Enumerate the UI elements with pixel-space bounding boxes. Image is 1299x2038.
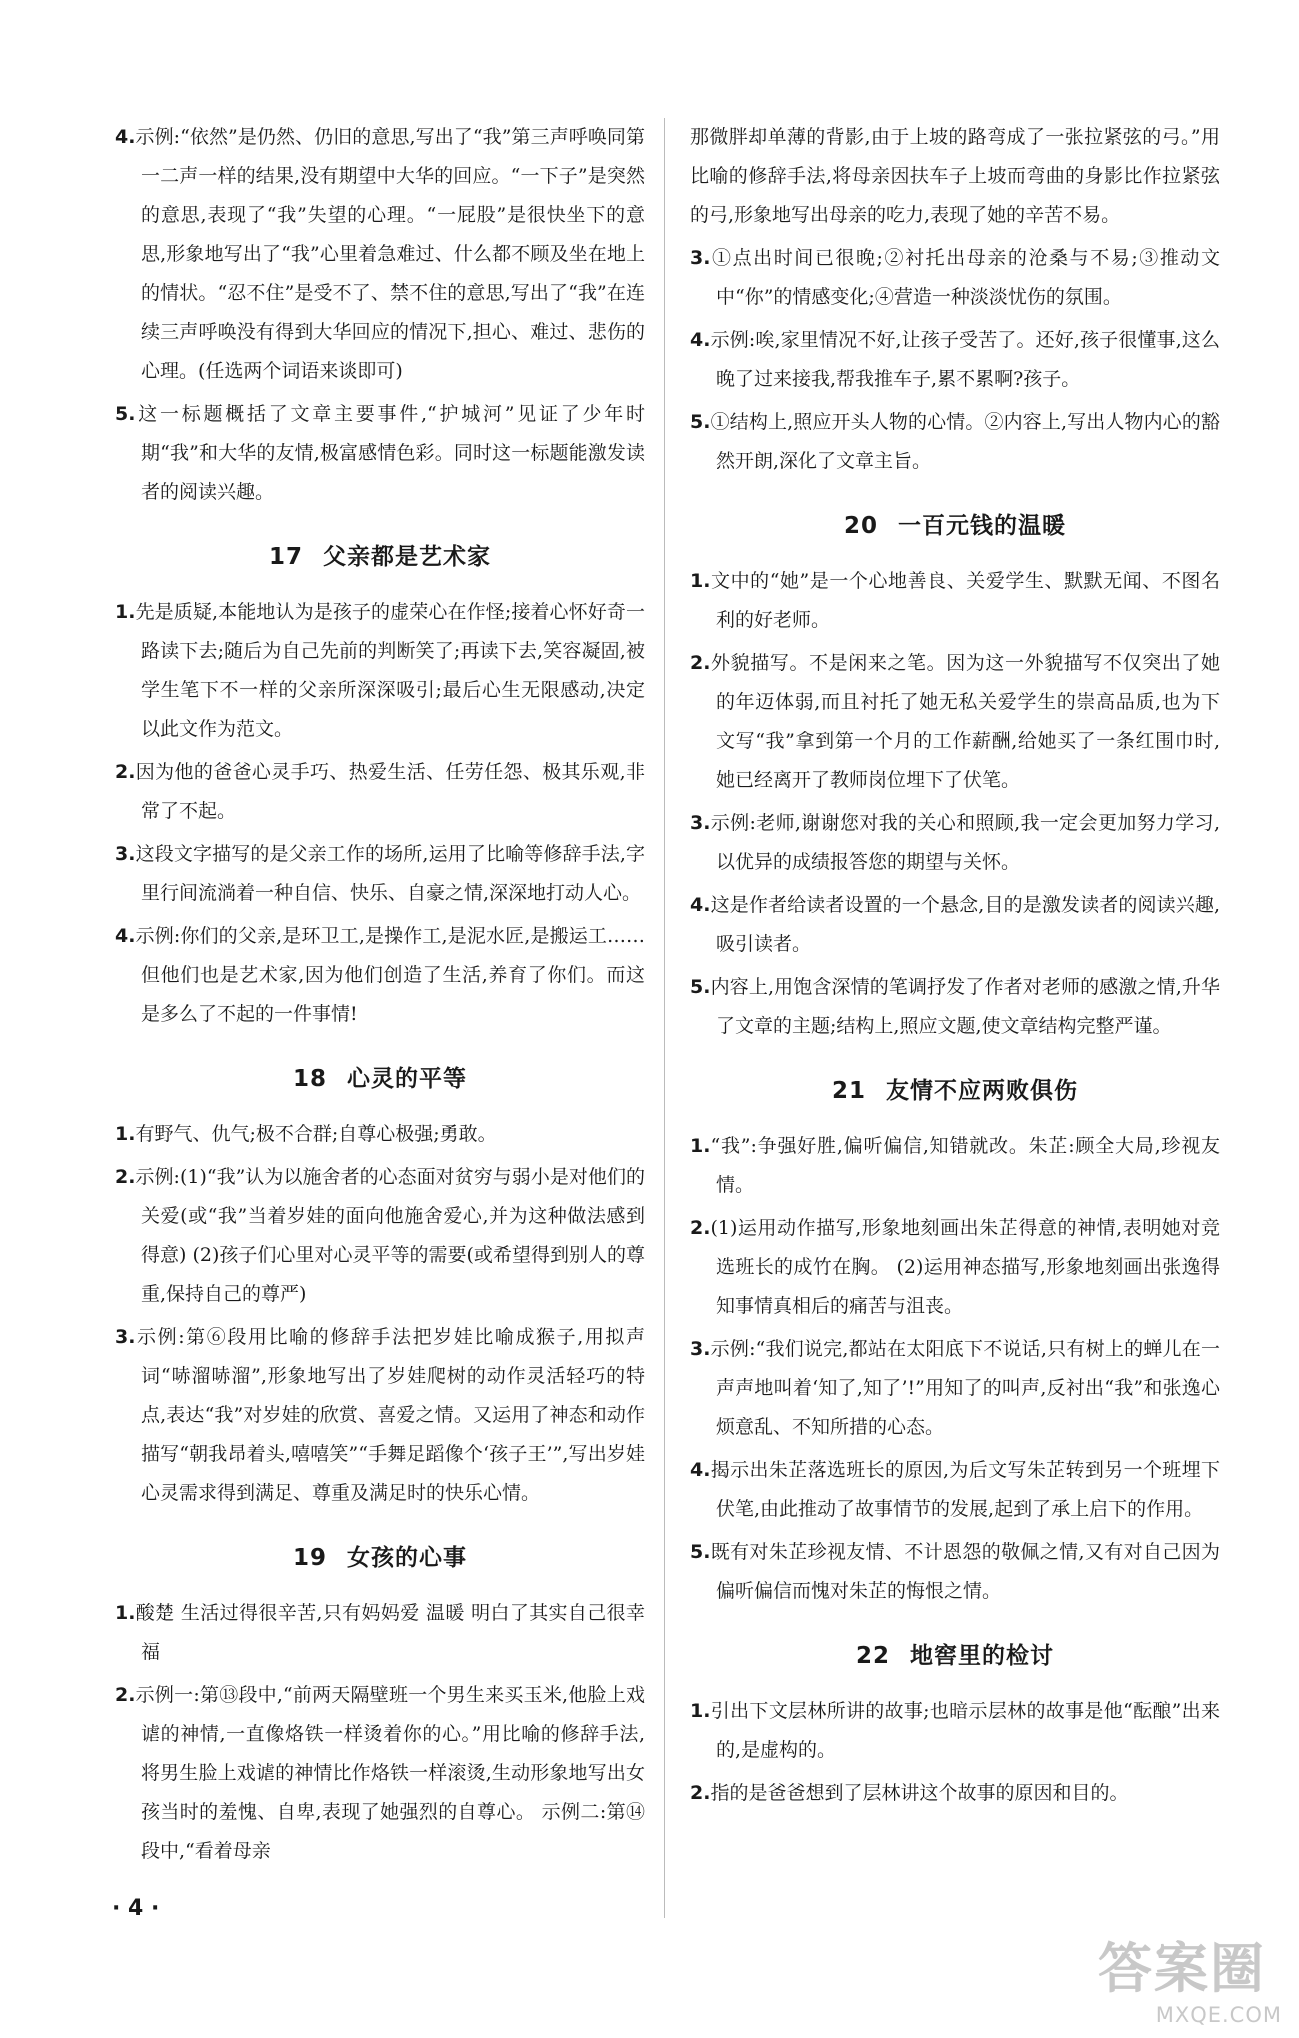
left-column bbox=[115, 118, 645, 1875]
answer-text: 示例:你们的父亲,是环卫工,是操作工,是泥水匠,是搬运工……但他们也是艺术家,因为他们创造了生活,养育了你们。而这是多么了不起的一件事情! bbox=[135, 925, 645, 1025]
answer-number: 1. bbox=[690, 570, 711, 592]
answer-item bbox=[115, 835, 645, 913]
answer-item bbox=[690, 1533, 1220, 1611]
answer-text: ①点出时间已很晚;②衬托出母亲的沧桑与不易;③推动文中“你”的情感变化;④营造一种淡淡忧伤的氛围。 bbox=[710, 247, 1220, 308]
answer-text: 示例:“我们说完,都站在太阳底下不说话,只有树上的蝉儿在一声声地叫着‘知了,知了’!”用知了的叫声,反衬出“我”和张逸心烦意乱、不知所措的心态。 bbox=[710, 1338, 1220, 1438]
answer-text: 那微胖却单薄的背影,由于上坡的路弯成了一张拉紧弦的弓。”用比喻的修辞手法,将母亲因扶车子上坡而弯曲的身影比作拉紧弦的弓,形象地写出母亲的吃力,表现了她的辛苦不易。 bbox=[690, 126, 1220, 226]
answer-number: 2. bbox=[115, 761, 136, 783]
section-number: 18 bbox=[292, 1066, 327, 1092]
answer-number: 5. bbox=[690, 411, 711, 433]
answer-text: 这是作者给读者设置的一个悬念,目的是激发读者的阅读兴趣,吸引读者。 bbox=[710, 894, 1220, 955]
answer-text: 示例:老师,谢谢您对我的关心和照顾,我一定会更加努力学习,以优异的成绩报答您的期望与关怀。 bbox=[710, 812, 1220, 873]
answer-item bbox=[115, 917, 645, 1034]
answer-item bbox=[115, 395, 645, 512]
section-number: 22 bbox=[855, 1643, 890, 1669]
answer-number: 3. bbox=[690, 247, 711, 269]
answer-number: 2. bbox=[115, 1166, 136, 1188]
answer-text: 这一标题概括了文章主要事件,“护城河”见证了少年时期“我”和大华的友情,极富感情色彩。同时这一标题能激发读者的阅读兴趣。 bbox=[135, 403, 645, 503]
answer-item bbox=[115, 118, 645, 391]
watermark-logo bbox=[1098, 1926, 1288, 2026]
section-number: 17 bbox=[268, 544, 303, 570]
answer-number: 5. bbox=[115, 403, 136, 425]
answer-item bbox=[690, 804, 1220, 882]
answer-text: 文中的“她”是一个心地善良、关爱学生、默默无闻、不图名利的好老师。 bbox=[710, 570, 1220, 631]
answer-number: 5. bbox=[690, 1541, 711, 1563]
answer-text: 指的是爸爸想到了层林讲这个故事的原因和目的。 bbox=[710, 1782, 1129, 1804]
section-title: 友情不应两败俱伤 bbox=[886, 1078, 1078, 1104]
section-number: 21 bbox=[831, 1078, 866, 1104]
section-heading bbox=[115, 1060, 645, 1093]
section-title: 一百元钱的温暖 bbox=[898, 513, 1066, 539]
answer-text: “我”:争强好胜,偏听偏信,知错就改。朱芷:顾全大局,珍视友情。 bbox=[710, 1135, 1220, 1196]
answer-number: 1. bbox=[115, 1602, 136, 1624]
watermark-main-text: 答案圈 bbox=[1098, 1937, 1266, 2000]
answer-text: 有野气、仇气;极不合群;自尊心极强;勇敢。 bbox=[135, 1123, 497, 1145]
page-number: · 4 · bbox=[112, 1896, 160, 1921]
answer-number: 5. bbox=[690, 976, 711, 998]
answer-item bbox=[115, 593, 645, 749]
answer-item bbox=[690, 118, 1220, 235]
answer-text: 这段文字描写的是父亲工作的场所,运用了比喻等修辞手法,字里行间流淌着一种自信、快乐、自豪之情,深深地打动人心。 bbox=[135, 843, 645, 904]
watermark-sub-text: MXQE.COM bbox=[1155, 2003, 1282, 2027]
answer-text: 引出下文层林所讲的故事;也暗示层林的故事是他“酝酿”出来的,是虚构的。 bbox=[710, 1700, 1220, 1761]
section-heading bbox=[690, 1637, 1220, 1670]
answer-item bbox=[690, 1774, 1220, 1813]
answer-item bbox=[690, 886, 1220, 964]
section-title: 地窖里的检讨 bbox=[910, 1643, 1054, 1669]
answer-text: 因为他的爸爸心灵手巧、热爱生活、任劳任怨、极其乐观,非常了不起。 bbox=[135, 761, 645, 822]
answer-item bbox=[690, 239, 1220, 317]
section-heading bbox=[690, 507, 1220, 540]
answer-item bbox=[690, 1127, 1220, 1205]
answer-text: 既有对朱芷珍视友情、不计恩怨的敬佩之情,又有对自己因为偏听偏信而愧对朱芷的悔恨之情。 bbox=[710, 1541, 1220, 1602]
answer-item bbox=[690, 1692, 1220, 1770]
answer-number: 1. bbox=[115, 601, 136, 623]
right-column bbox=[690, 118, 1220, 1817]
section-heading bbox=[115, 1539, 645, 1572]
answer-text: 内容上,用饱含深情的笔调抒发了作者对老师的感激之情,升华了文章的主题;结构上,照应文题,使文章结构完整严谨。 bbox=[710, 976, 1220, 1037]
answer-number: 1. bbox=[690, 1135, 711, 1157]
answer-item bbox=[115, 1594, 645, 1672]
answer-item bbox=[115, 1318, 645, 1513]
answer-number: 3. bbox=[115, 843, 136, 865]
answer-item bbox=[690, 562, 1220, 640]
answer-item bbox=[690, 1330, 1220, 1447]
section-heading bbox=[690, 1072, 1220, 1105]
answer-number: 2. bbox=[690, 1217, 711, 1239]
answer-text: 揭示出朱芷落选班长的原因,为后文写朱芷转到另一个班埋下伏笔,由此推动了故事情节的发展,起到了承上启下的作用。 bbox=[710, 1459, 1220, 1520]
answer-number: 4. bbox=[690, 1459, 711, 1481]
answer-item bbox=[690, 644, 1220, 800]
section-title: 女孩的心事 bbox=[347, 1545, 467, 1571]
answer-item bbox=[690, 1451, 1220, 1529]
answer-number: 1. bbox=[115, 1123, 136, 1145]
answer-number: 1. bbox=[690, 1700, 711, 1722]
column-divider bbox=[664, 118, 665, 1918]
section-title: 父亲都是艺术家 bbox=[323, 544, 491, 570]
answer-number: 2. bbox=[690, 1782, 711, 1804]
answer-text: (1)运用动作描写,形象地刻画出朱芷得意的神情,表明她对竞选班长的成竹在胸。 (2)运用神态描写,形象地刻画出张逸得知事情真相后的痛苦与沮丧。 bbox=[710, 1217, 1220, 1317]
answer-number: 2. bbox=[690, 652, 711, 674]
answer-item bbox=[690, 1209, 1220, 1326]
answer-number: 2. bbox=[115, 1684, 136, 1706]
answer-item bbox=[115, 1115, 645, 1154]
answer-text: ①结构上,照应开头人物的心情。②内容上,写出人物内心的豁然开朗,深化了文章主旨。 bbox=[710, 411, 1220, 472]
answer-number: 3. bbox=[115, 1326, 136, 1348]
answer-number: 4. bbox=[690, 329, 711, 351]
answer-text: 酸楚 生活过得很辛苦,只有妈妈爱 温暖 明白了其实自己很幸福 bbox=[135, 1602, 645, 1663]
answer-text: 示例:(1)“我”认为以施舍者的心态面对贫穷与弱小是对他们的关爱(或“我”当着岁娃的面向他施舍爱心,并为这种做法感到得意) (2)孩子们心里对心灵平等的需要(或希望得到别人的尊重,保持自己的尊严) bbox=[135, 1166, 645, 1305]
section-heading bbox=[115, 538, 645, 571]
answer-number: 4. bbox=[115, 126, 136, 148]
answer-number: 3. bbox=[690, 812, 711, 834]
answer-item bbox=[690, 321, 1220, 399]
section-title: 心灵的平等 bbox=[347, 1066, 467, 1092]
section-number: 20 bbox=[843, 513, 878, 539]
answer-text: 示例:唉,家里情况不好,让孩子受苦了。还好,孩子很懂事,这么晚了过来接我,帮我推车子,累不累啊?孩子。 bbox=[710, 329, 1220, 390]
answer-text: 先是质疑,本能地认为是孩子的虚荣心在作怪;接着心怀好奇一路读下去;随后为自己先前的判断笑了;再读下去,笑容凝固,被学生笔下不一样的父亲所深深吸引;最后心生无限感动,决定以此文作为范文。 bbox=[135, 601, 645, 740]
answer-text: 示例:“依然”是仍然、仍旧的意思,写出了“我”第三声呼唤同第一二声一样的结果,没有期望中大华的回应。“一下子”是突然的意思,表现了“我”失望的心理。“一屁股”是很快坐下的意思,形象地写出了“我”心里着急难过、什么都不顾及坐在地上的情状。“忍不住”是受不了、禁不住的意思,写出了“我”在连续三声呼唤没有得到大华回应的情况下,担心、难过、悲伤的心理。(任选两个词语来谈即可) bbox=[135, 126, 645, 382]
answer-item bbox=[115, 1158, 645, 1314]
answer-item bbox=[690, 403, 1220, 481]
answer-text: 示例:第⑥段用比喻的修辞手法把岁娃比喻成猴子,用拟声词“哧溜哧溜”,形象地写出了岁娃爬树的动作灵活轻巧的特点,表达“我”对岁娃的欣赏、喜爱之情。又运用了神态和动作描写“朝我昂着头,嘻嘻笑”“手舞足蹈像个‘孩子王’”,写出岁娃心灵需求得到满足、尊重及满足时的快乐心情。 bbox=[135, 1326, 645, 1504]
answer-text: 示例一:第⑬段中,“前两天隔壁班一个男生来买玉米,他脸上戏谑的神情,一直像烙铁一样烫着你的心。”用比喻的修辞手法,将男生脸上戏谑的神情比作烙铁一样滚烫,生动形象地写出女孩当时的羞愧、自卑,表现了她强烈的自尊心。 示例二:第⑭段中,“看着母亲 bbox=[135, 1684, 645, 1862]
answer-item bbox=[115, 1676, 645, 1871]
answer-number: 3. bbox=[690, 1338, 711, 1360]
answer-item bbox=[115, 753, 645, 831]
answer-number: 4. bbox=[115, 925, 136, 947]
section-number: 19 bbox=[292, 1545, 327, 1571]
answer-number: 4. bbox=[690, 894, 711, 916]
answer-text: 外貌描写。不是闲来之笔。因为这一外貌描写不仅突出了她的年迈体弱,而且衬托了她无私关爱学生的崇高品质,也为下文写“我”拿到第一个月的工作薪酬,给她买了一条红围巾时,她已经离开了教师岗位埋下了伏笔。 bbox=[710, 652, 1220, 791]
answer-item bbox=[690, 968, 1220, 1046]
